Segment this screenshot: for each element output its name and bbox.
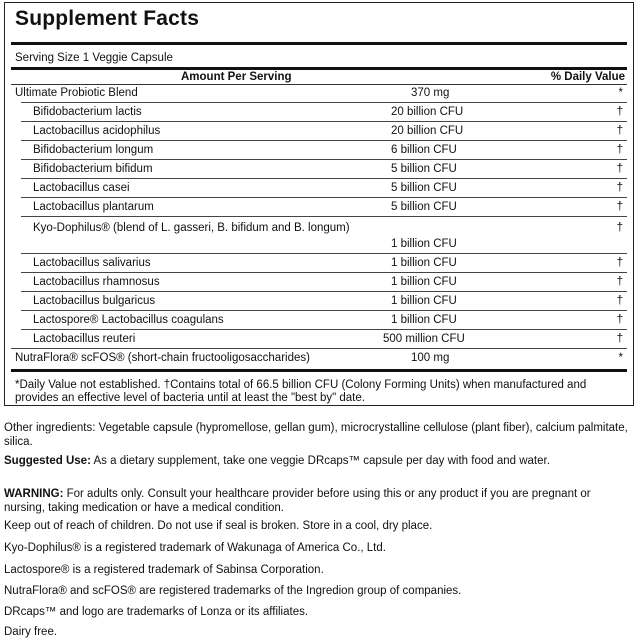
nutrient-name: Lactobacillus casei [33, 182, 130, 194]
row-divider [21, 159, 627, 160]
nutrient-dv: † [616, 257, 623, 269]
footnote-divider [11, 369, 627, 372]
nutrient-dv: † [616, 276, 623, 288]
nutrient-amount: 370 mg [411, 87, 450, 99]
title-divider [11, 42, 627, 45]
warning-label: WARNING: [4, 488, 64, 500]
nutrient-amount: 20 billion CFU [391, 106, 464, 118]
nutrient-dv: † [616, 182, 623, 194]
nutrient-dv: † [616, 333, 623, 345]
nutrient-dv: † [616, 163, 623, 175]
nutrient-name: Lactobacillus reuteri [33, 333, 136, 345]
nutrient-name: Lactobacillus plantarum [33, 201, 154, 213]
nutrient-dv: † [616, 106, 623, 118]
row-divider [21, 253, 627, 254]
trademark-lactospore: Lactospore® is a registered trademark of Sabinsa Corporation. [4, 564, 324, 576]
warning [4, 488, 634, 515]
nutrient-amount: 1 billion CFU [391, 257, 457, 269]
nutrient-amount: 1 billion CFU [391, 238, 457, 250]
storage-note: Keep out of reach of children. Do not use if seal is broken. Store in a cool, dry place. [4, 520, 433, 532]
suggested-use-label: Suggested Use: [4, 455, 91, 467]
row-divider [21, 310, 627, 311]
header-amount-per-serving: Amount Per Serving [181, 71, 292, 83]
footnote: *Daily Value not established. †Contains total of 66.5 billion CFU (Colony Forming Units) when manufactured and provides an effective level of bacteria until at least the "best by" date. [15, 379, 587, 404]
row-divider [21, 197, 627, 198]
nutrient-amount: 5 billion CFU [391, 163, 457, 175]
warning-text: For adults only. Consult your healthcare provider before using this or any product if you are pregnant or nursing, taking medication or have a medical condition. [4, 488, 591, 514]
dairy-free: Dairy free. [4, 626, 58, 638]
nutrient-dv: † [616, 201, 623, 213]
nutrient-dv: † [616, 125, 623, 137]
nutrient-name: NutraFlora® scFOS® (short-chain fructooligosaccharides) [15, 352, 310, 364]
suggested-use-text: As a dietary supplement, take one veggie DRcaps™ capsule per day with food and water. [90, 455, 550, 467]
nutrient-name: Lactobacillus bulgaricus [33, 295, 156, 307]
nutrient-dv: * [618, 352, 623, 364]
nutrient-dv: † [616, 314, 623, 326]
trademark-drcaps: DRcaps™ and logo are trademarks of Lonza or its affiliates. [4, 606, 309, 618]
row-divider [21, 329, 627, 330]
nutrient-name: Kyo-Dophilus® (blend of L. gasseri, B. bifidum and B. longum) [33, 222, 350, 234]
nutrient-name: Bifidobacterium longum [33, 144, 154, 156]
row-divider [11, 348, 627, 349]
trademark-kyo-dophilus: Kyo-Dophilus® is a registered trademark of Wakunaga of America Co., Ltd. [4, 542, 386, 554]
row-divider [21, 140, 627, 141]
nutrient-amount: 1 billion CFU [391, 276, 457, 288]
row-divider [21, 121, 627, 122]
supplement-facts-panel [4, 2, 634, 406]
nutrient-amount: 20 billion CFU [391, 125, 464, 137]
nutrient-name: Bifidobacterium lactis [33, 106, 142, 118]
nutrient-amount: 500 million CFU [383, 333, 465, 345]
row-divider [21, 291, 627, 292]
row-divider [21, 178, 627, 179]
nutrient-dv: † [616, 222, 623, 234]
nutrient-name: Lactobacillus acidophilus [33, 125, 161, 137]
other-ingredients: Other ingredients: Vegetable capsule (hypromellose, gellan gum), microcrystalline cellulose (plant fiber), calcium palmitate, silica. [4, 422, 628, 448]
nutrient-amount: 5 billion CFU [391, 182, 457, 194]
nutrient-amount: 1 billion CFU [391, 314, 457, 326]
nutrient-dv: * [618, 87, 623, 99]
header-daily-value: % Daily Value [550, 71, 625, 83]
nutrient-name: Lactobacillus rhamnosus [33, 276, 160, 288]
panel-title: Supplement Facts [15, 7, 200, 30]
header-divider [11, 84, 627, 85]
row-divider [21, 272, 627, 273]
nutrient-dv: † [616, 295, 623, 307]
nutrient-name: Ultimate Probiotic Blend [15, 87, 138, 99]
trademark-nutraflora: NutraFlora® and scFOS® are registered trademarks of the Ingredion group of companies. [4, 585, 462, 597]
serving-divider [11, 67, 627, 70]
suggested-use [4, 455, 634, 469]
nutrient-amount: 6 billion CFU [391, 144, 457, 156]
nutrient-dv: † [616, 144, 623, 156]
nutrient-name: Bifidobacterium bifidum [33, 163, 153, 175]
nutrient-amount: 5 billion CFU [391, 201, 457, 213]
row-divider [21, 102, 627, 103]
nutrient-name: Lactospore® Lactobacillus coagulans [33, 314, 224, 326]
nutrient-name: Lactobacillus salivarius [33, 257, 151, 269]
nutrient-amount: 1 billion CFU [391, 295, 457, 307]
serving-size: Serving Size 1 Veggie Capsule [15, 52, 173, 64]
row-divider [21, 216, 627, 217]
nutrient-amount: 100 mg [411, 352, 450, 364]
